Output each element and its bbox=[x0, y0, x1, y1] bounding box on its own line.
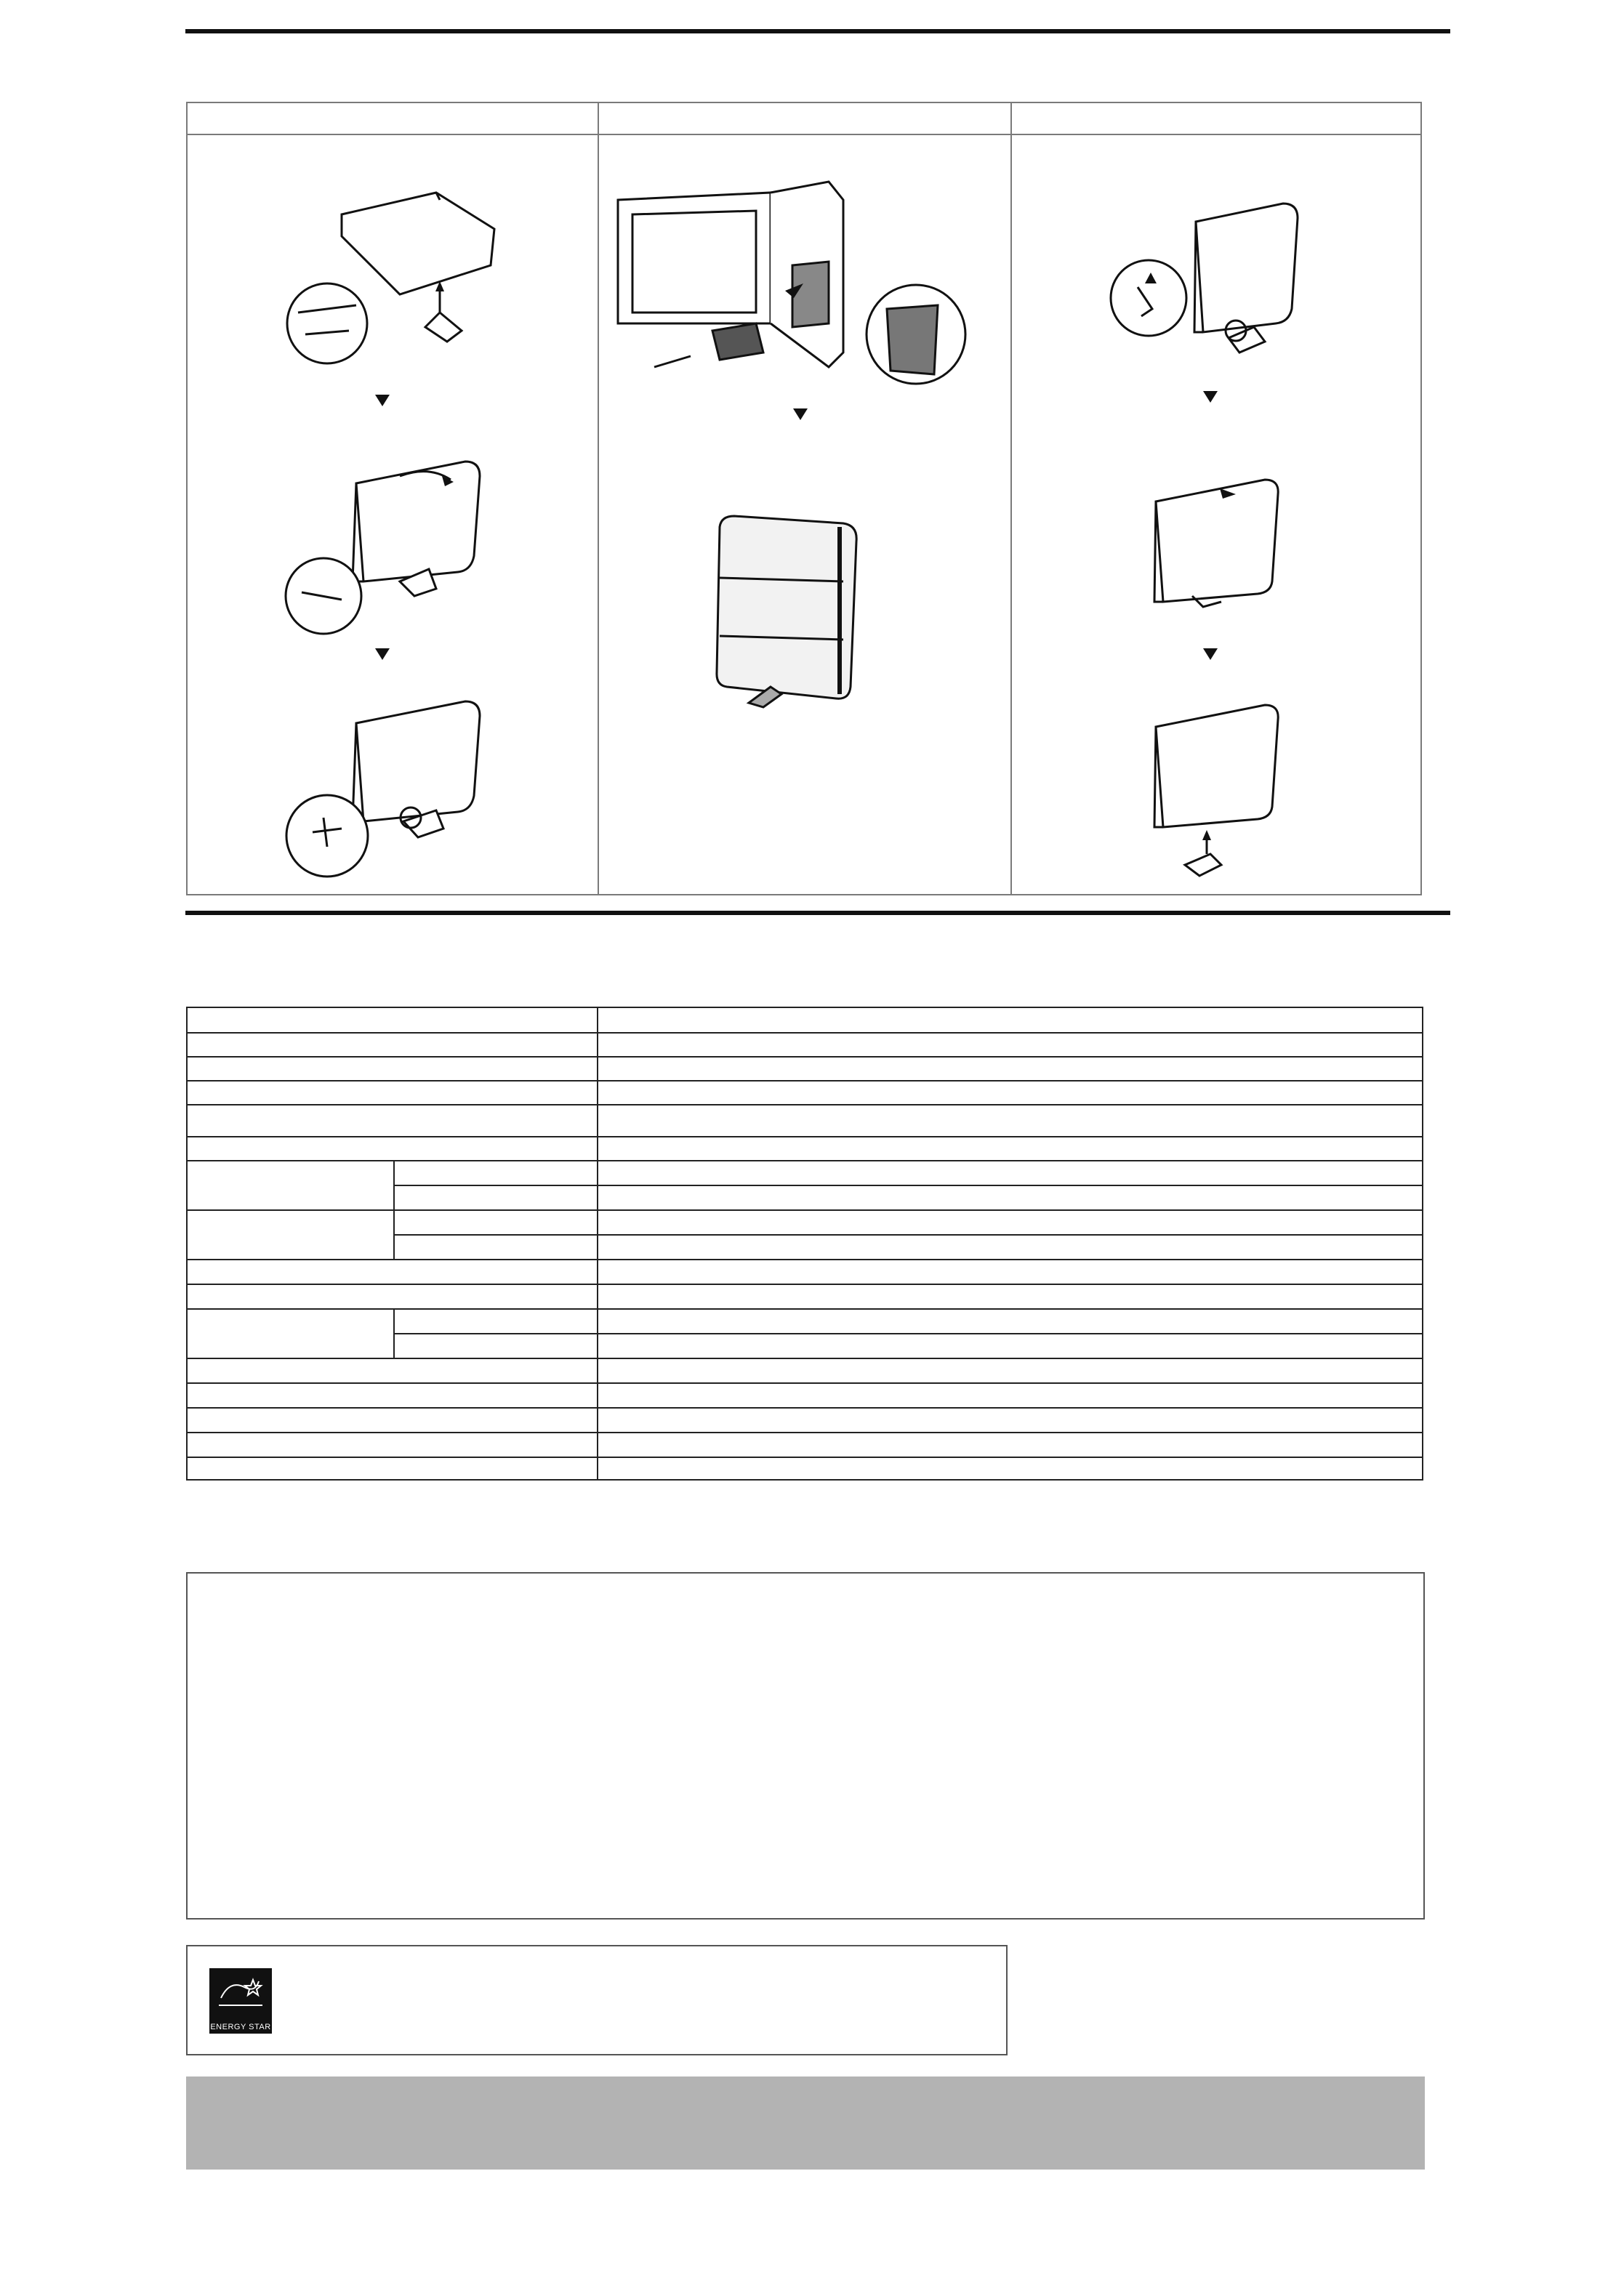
table-row-line bbox=[188, 1259, 1422, 1260]
table-row-line bbox=[188, 1032, 1422, 1034]
energy-star-box bbox=[186, 1945, 1008, 2055]
scanner-stand-lock-illustration bbox=[284, 694, 516, 883]
table-row-line bbox=[393, 1234, 1423, 1236]
scanner-open-lid-illustration bbox=[611, 178, 989, 396]
table-row-line bbox=[188, 1056, 1422, 1058]
table-row-line bbox=[188, 1382, 1422, 1384]
table-row-line bbox=[188, 1209, 1422, 1211]
scanner-upright-illustration bbox=[284, 454, 516, 636]
table-row-line bbox=[188, 1457, 1422, 1458]
section-rule bbox=[185, 911, 1450, 915]
scanner-remove-stand-illustration bbox=[1109, 200, 1312, 374]
table-subcolumn-divider bbox=[393, 1308, 395, 1358]
step-arrow bbox=[375, 648, 390, 660]
energy-star-logo bbox=[209, 1968, 272, 2034]
top-rule bbox=[185, 29, 1450, 33]
table-row-line bbox=[393, 1185, 1423, 1186]
step-arrow bbox=[1203, 648, 1218, 660]
scanner-standing-illustration bbox=[712, 512, 872, 716]
table-row-line bbox=[188, 1308, 1422, 1310]
table-row-line bbox=[188, 1407, 1422, 1409]
table-row-line bbox=[393, 1333, 1423, 1334]
notes-box bbox=[186, 1572, 1425, 1920]
table-row-line bbox=[188, 1080, 1422, 1081]
panel-header-row bbox=[188, 103, 1420, 135]
table-row-line bbox=[188, 1284, 1422, 1285]
table-row-line bbox=[188, 1160, 1422, 1161]
scanner-lay-flat-illustration bbox=[1141, 472, 1287, 625]
energy-star-icon bbox=[215, 1973, 266, 2013]
specifications-table bbox=[186, 1007, 1423, 1481]
step-arrow bbox=[375, 395, 390, 406]
footer-bar bbox=[186, 2077, 1425, 2170]
scanner-detached-stand-illustration bbox=[1141, 698, 1287, 887]
table-row-line bbox=[188, 1358, 1422, 1359]
column-divider bbox=[598, 103, 599, 894]
energy-star-label: ENERGY STAR bbox=[210, 2023, 271, 2031]
table-row-line bbox=[188, 1432, 1422, 1433]
table-subcolumn-divider bbox=[393, 1160, 395, 1259]
table-row-line bbox=[188, 1104, 1422, 1105]
scanner-stand-attach-illustration bbox=[284, 185, 516, 360]
column-divider bbox=[1010, 103, 1012, 894]
step-arrow bbox=[1203, 391, 1218, 403]
step-arrow bbox=[793, 408, 808, 420]
table-row-line bbox=[188, 1136, 1422, 1137]
